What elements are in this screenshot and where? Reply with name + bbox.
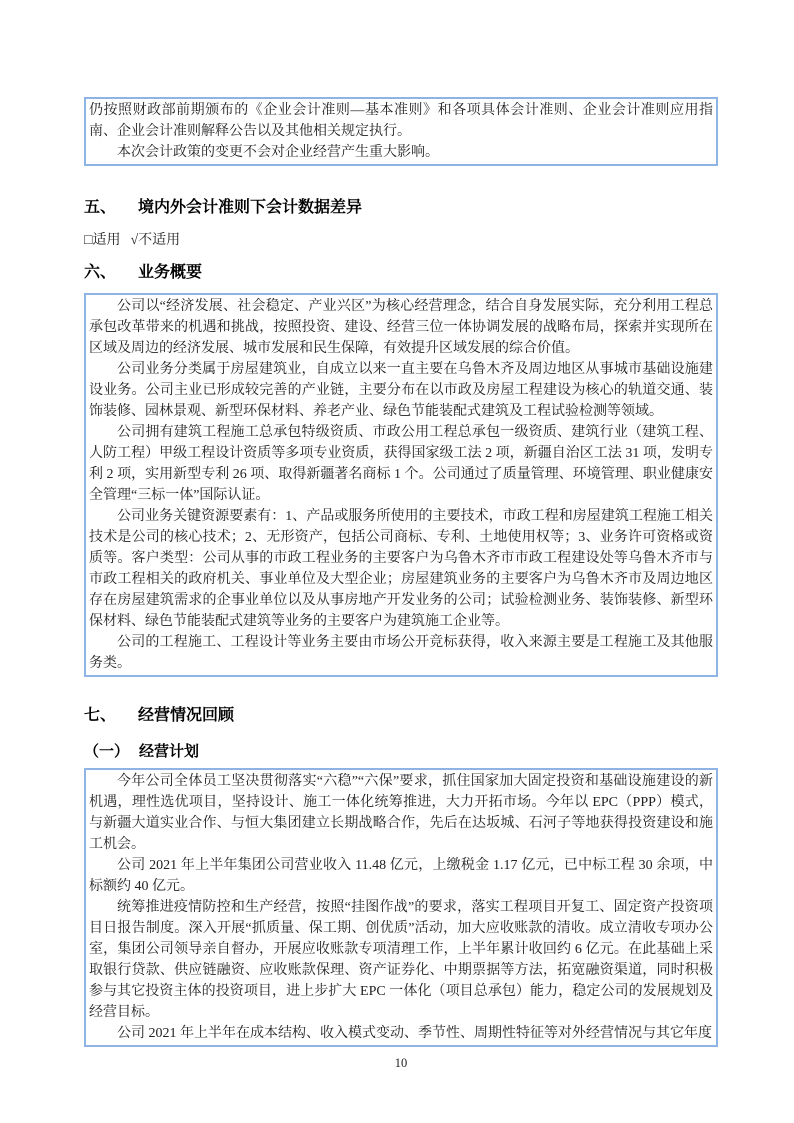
business-overview-box: [84, 293, 718, 677]
section-five-title: 境内外会计准则下会计数据差异: [138, 199, 363, 216]
paragraph: 公司 2021 年上半年集团公司营业收入 11.48 亿元，上缴税金 1.17 亿元，已中标工程 30 余项，中标额约 40 亿元。: [89, 858, 713, 894]
section-six-number: 六、: [84, 264, 117, 281]
section-six-heading: [84, 262, 718, 284]
section-six-title: 业务概要: [138, 264, 203, 281]
section-seven-number: 七、: [84, 707, 117, 724]
applicability-row: [84, 231, 718, 251]
paragraph: 今年公司全体员工坚决贯彻落实“六稳”“六保”要求，抓住国家加大固定投资和基础设施建设的新机遇，理性选优项目，坚持设计、施工一体化统筹推进，大力开拓市场。今年以 EPC（PPP）模式，与新疆大道实业合作、与恒大集团建立长期战略合作，先后在达坂城、石河子等地获得投资建设和施工机会。: [89, 774, 713, 852]
section-five-heading: [84, 197, 718, 219]
page-number: 10: [394, 1056, 408, 1070]
page-content: [84, 97, 718, 1071]
accounting-policy-box: [84, 97, 718, 166]
policy-paragraph: 本次会计政策的变更不会对企业经营产生重大影响。: [117, 145, 439, 160]
paragraph: 公司拥有建筑工程施工总承包特级资质、市政公用工程总承包一级资质、建筑行业（建筑工程、人防工程）甲级工程设计资质等多项专业资质，获得国家级工法 2 项，新疆自治区工法 31 项，发明专利 2 项，实用新型专利 26 项、取得新疆著名商标 1 个。公司通过了质量管理、环境管理、职业健康安全管理“三标一体”国际认证。: [89, 425, 713, 503]
paragraph: 公司业务关键资源要素有：1、产品或服务所使用的主要技术，市政工程和房屋建筑工程施工相关技术是公司的核心技术；2、无形资产，包括公司商标、专利、土地使用权等；3、业务许可资格或资质等。客户类型：公司从事的市政工程业务的主要客户为乌鲁木齐市市政工程建设处等乌鲁木齐市与市政工程相关的政府机关、事业单位及大型企业；房屋建筑业务的主要客户为乌鲁木齐市及周边地区存在房屋建筑需求的企事业单位以及从事房地产开发业务的公司；试验检测业务、装饰装修、新型环保材料、绿色节能装配式建筑等业务的主要客户为建筑施工企业等。: [89, 509, 713, 629]
paragraph: 公司的工程施工、工程设计等业务主要由市场公开竞标获得，收入来源主要是工程施工及其他服务类。: [89, 635, 713, 671]
paragraph: 公司业务分类属于房屋建筑业，自成立以来一直主要在乌鲁木齐及周边地区从事城市基础设施建设业务。公司主业已形成较完善的产业链，主要分布在以市政及房屋工程建设为核心的轨道交通、装饰装修、园林景观、新型环保材料、养老产业、绿色节能装配式建筑及工程试验检测等领域。: [89, 362, 713, 419]
not-applicable-checked-option: √不适用: [130, 233, 181, 248]
paragraph: 统筹推进疫情防控和生产经营，按照“挂图作战”的要求，落实工程项目开复工、固定资产投资项目日报告制度。深入开展“抓质量、保工期、创优质”活动，加大应收账款的清收。成立清收专项办公室，集团公司领导亲自督办，开展应收账款专项清理工作，上半年累计收回约 6 亿元。在此基础上采取银行贷款、供应链融资、应收账款保理、资产证券化、中期票据等方法，拓宽融资渠道，同时积极参与其它投资主体的投资项目，进上步扩大 EPC 一体化（项目总承包）能力，稳定公司的发展规划及经营目标。: [89, 900, 713, 1020]
section-seven-one-title: 经营计划: [139, 743, 200, 760]
paragraph: 公司 2021 年上半年在成本结构、收入模式变动、季节性、周期性特征等对外经营情况与其它年度: [117, 1026, 712, 1041]
paragraph: 公司以“经济发展、社会稳定、产业兴区”为核心经营理念，结合自身发展实际，充分利用工程总承包改革带来的机遇和挑战，按照投资、建设、经营三位一体协调发展的战略布局，探索并实现所在区域及周边的经济发展、城市发展和民生保障，有效提升区域发展的综合价值。: [89, 299, 713, 356]
applicable-checkbox-option: □适用: [84, 233, 121, 248]
section-seven-title: 经营情况回顾: [138, 707, 235, 724]
policy-paragraph-continued: 仍按照财政部前期颁布的《企业会计准则—基本准则》和各项具体会计准则、企业会计准则应用指南、企业会计准则解释公告以及其他相关规定执行。: [89, 103, 713, 139]
operating-plan-box: [84, 768, 718, 1047]
section-seven-heading: [84, 705, 718, 727]
section-seven-one-number: （一）: [84, 743, 130, 760]
section-seven-one-subheading: [84, 741, 718, 762]
section-five-number: 五、: [84, 199, 117, 216]
